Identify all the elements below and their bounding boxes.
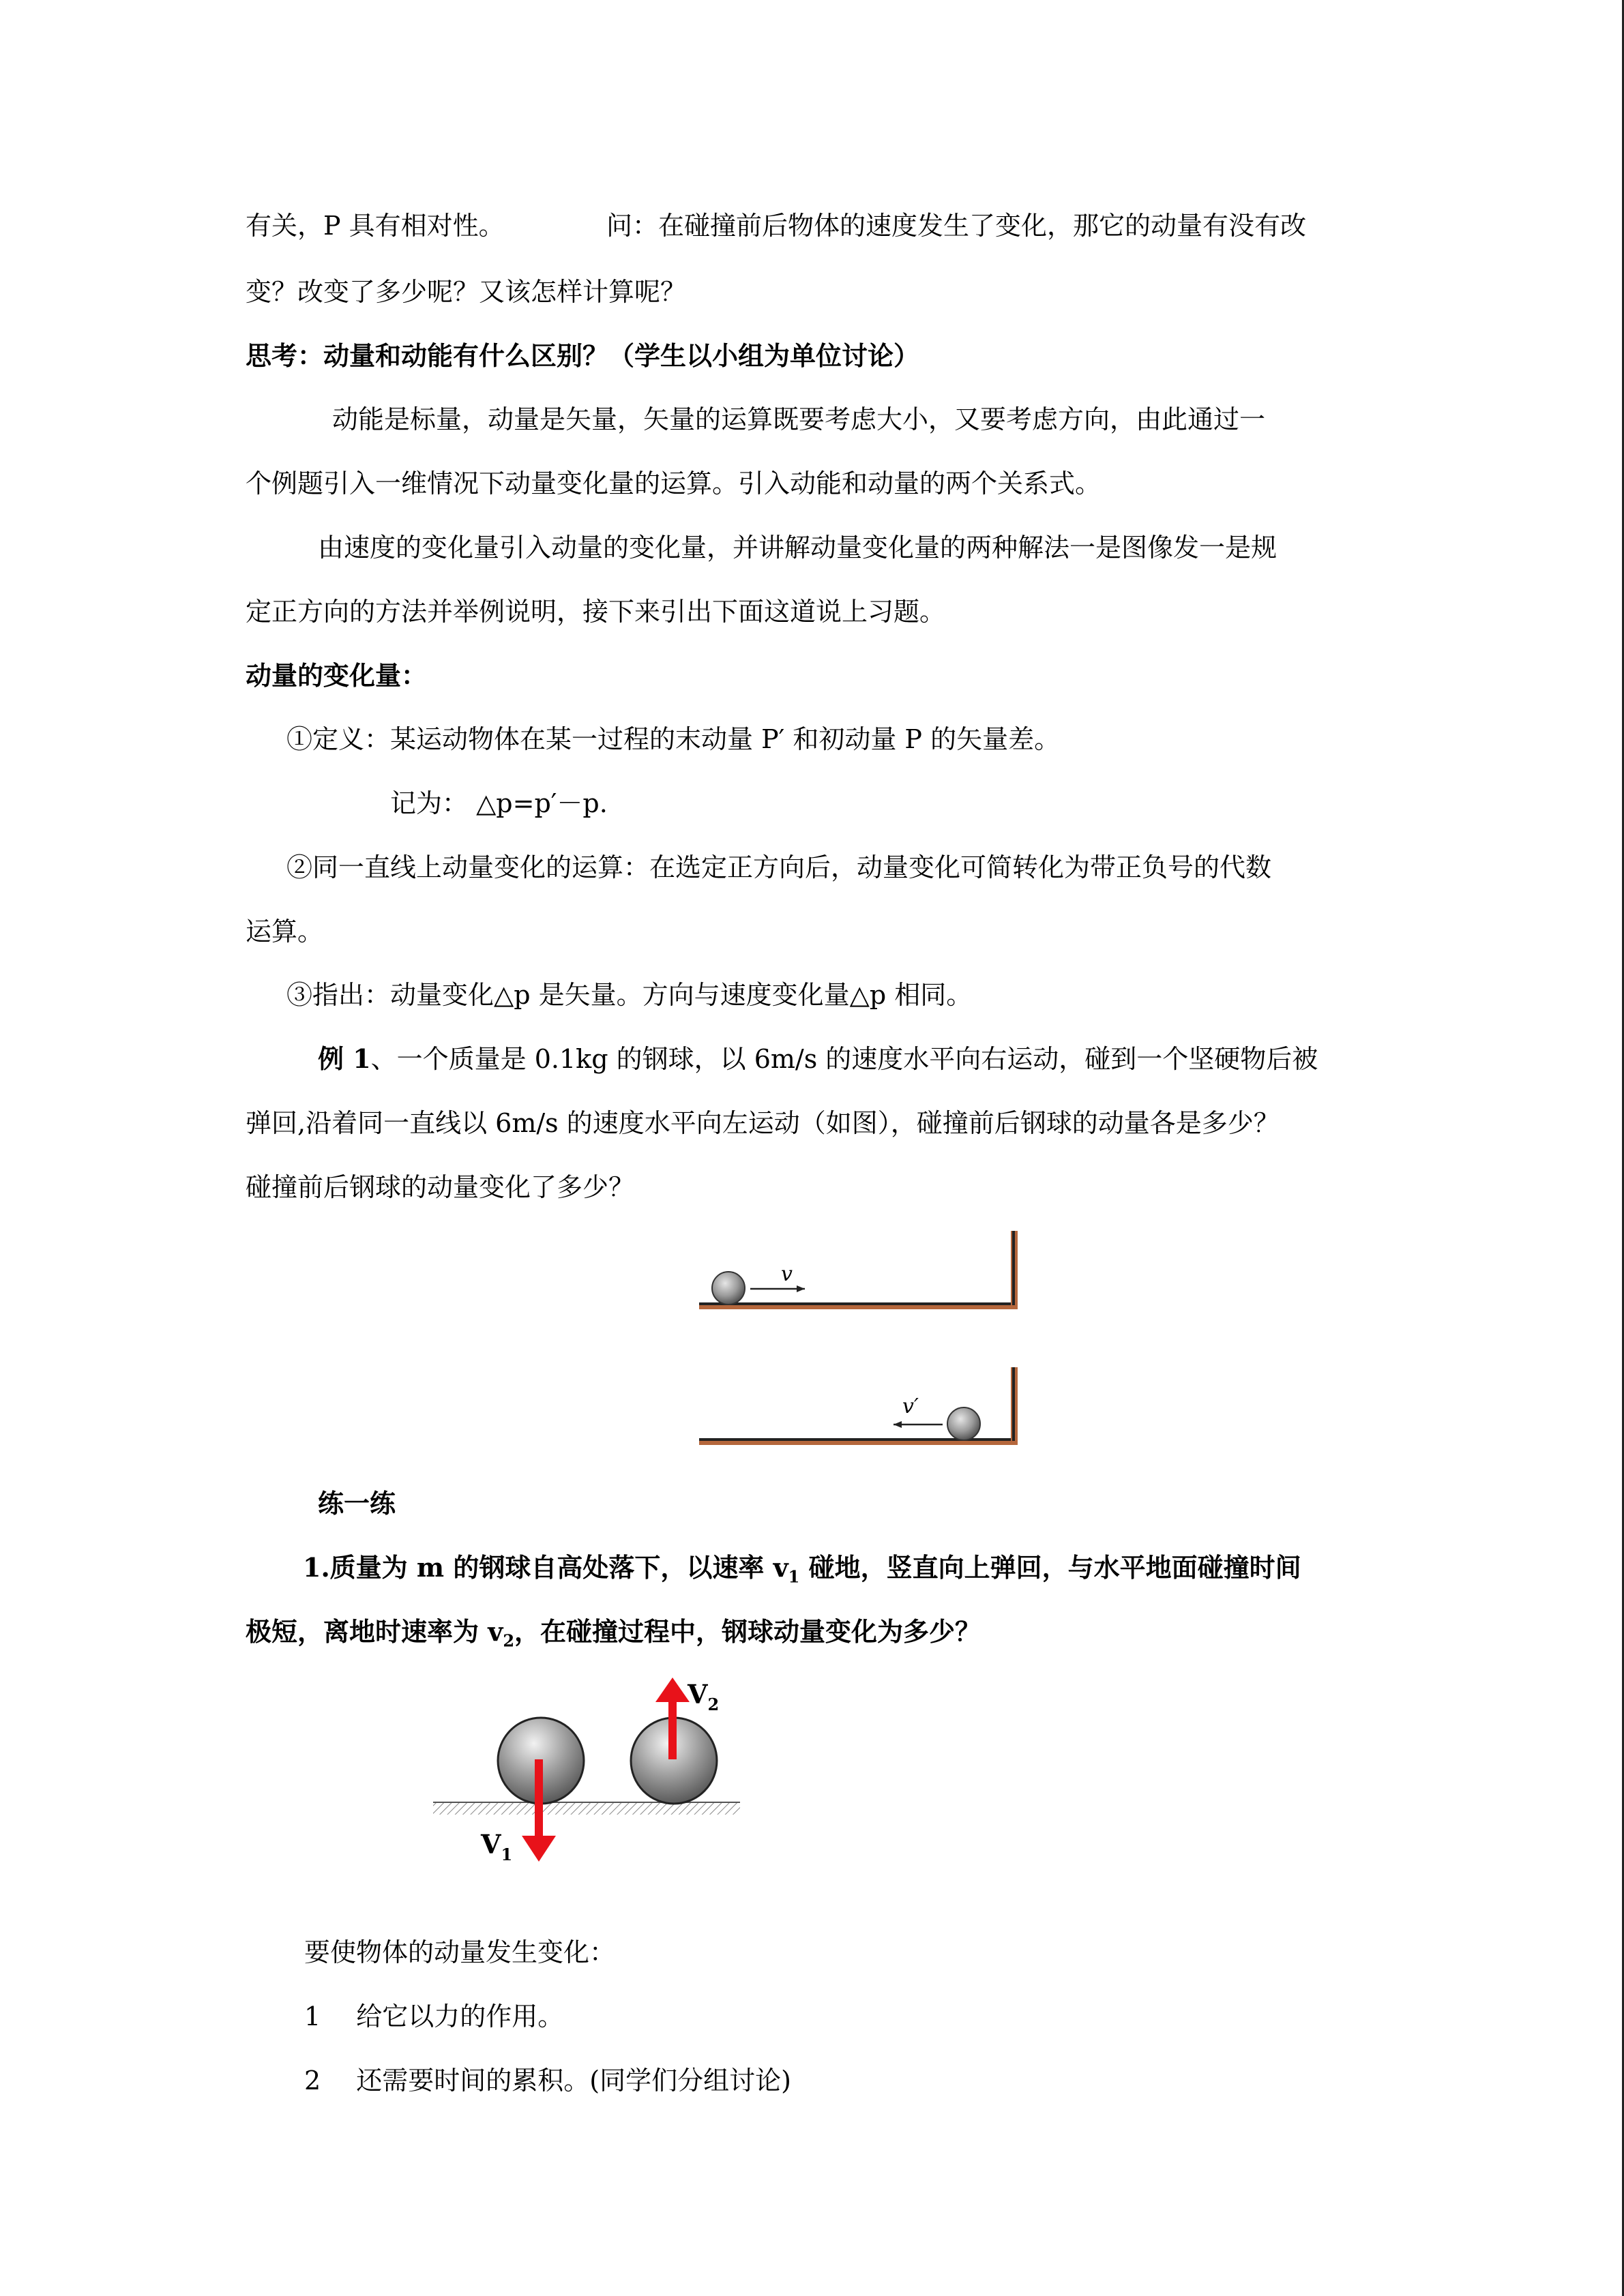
ball [947, 1407, 980, 1440]
section-heading: 动量的变化量： [246, 660, 428, 691]
example-line: 弹回,沿着同一直线以 6m/s 的速度水平向左运动（如图），碰撞前后钢球的动量各是多少？ [246, 1108, 1280, 1138]
text-segment: ，在碰撞过程中，钢球动量变化为多少？ [514, 1616, 981, 1647]
label-v1: $V_1$ [481, 1829, 513, 1864]
practice-heading: 练一练 [318, 1488, 396, 1519]
label-v2: $V_2$ [688, 1679, 720, 1714]
paragraph-line: 变？改变了多少呢？又该怎样计算呢？ [246, 277, 687, 307]
collision-figure [696, 1227, 1023, 1466]
question-line [246, 1615, 981, 1658]
example-label: 例 1 [318, 1043, 371, 1074]
subscript: 2 [503, 1630, 515, 1651]
text-segment: 极短，离地时速率为 v [246, 1616, 503, 1647]
definition-line: ①定义：某运动物体在某一过程的末动量 P′ 和初动量 P 的矢量差。 [286, 724, 1061, 754]
velocity-label-v: v [781, 1262, 793, 1286]
text-segment: 1.质量为 m 的钢球自高处落下，以速率 v [303, 1552, 788, 1583]
paragraph-line: 由速度的变化量引入动量的变化量，并讲解动量变化量的两种解法一是图像发一是规 [318, 533, 1278, 563]
bounce-figure [430, 1678, 757, 1909]
example-line: 碰撞前后钢球的动量变化了多少？ [246, 1172, 635, 1202]
ground [433, 1802, 740, 1815]
condition-text: 还需要时间的累积。(同学们分组讨论) [356, 2066, 791, 2096]
question-line [303, 1551, 1301, 1594]
paragraph-line: 定正方向的方法并举例说明，接下来引出下面这道说上习题。 [246, 597, 946, 627]
condition-number: 1 [304, 2001, 321, 2031]
text-segment: 碰地，竖直向上弹回，与水平地面碰撞时间 [799, 1552, 1301, 1583]
condition-text: 给它以力的作用。 [356, 2001, 564, 2031]
arrowhead [797, 1285, 805, 1292]
before-collision-panel [699, 1231, 1018, 1309]
text-segment: 、一个质量是 0.1kg 的钢球，以 6m/s 的速度水平向右运动，碰到一个坚硬物后被 [370, 1044, 1318, 1074]
note-line: ③指出：动量变化△p 是矢量。方向与速度变化量△p 相同。 [286, 980, 973, 1010]
operation-line: 运算。 [246, 916, 324, 946]
text-segment: 问：在碰撞前后物体的速度发生了变化，那它的动量有没有改 [606, 211, 1307, 241]
paragraph-line [606, 209, 1306, 243]
condition-item [304, 1999, 563, 2033]
arrowhead-up [655, 1678, 690, 1702]
subscript: 1 [788, 1566, 800, 1587]
arrowhead-down [522, 1836, 556, 1862]
velocity-label-v-prime: v′ [902, 1395, 919, 1418]
paragraph-line [246, 209, 505, 243]
arrowhead [894, 1421, 902, 1428]
operation-line: ②同一直线上动量变化的运算：在选定正方向后，动量变化可简转化为带正负号的代数 [286, 852, 1272, 882]
condition-item [304, 2063, 791, 2098]
paragraph-line: 个例题引入一维情况下动量变化量的运算。引入动能和动量的两个关系式。 [246, 468, 1102, 498]
condition-number: 2 [304, 2066, 321, 2096]
example-line [318, 1042, 1318, 1076]
conditions-intro: 要使物体的动量发生变化： [304, 1937, 616, 1967]
after-collision-panel [699, 1367, 1018, 1445]
think-heading: 思考：动量和动能有什么区别？（学生以小组为单位讨论） [246, 340, 920, 371]
paragraph-line: 动能是标量，动量是矢量，矢量的运算既要考虑大小，又要考虑方向，由此通过一 [332, 404, 1266, 434]
text-segment: 有关，P 具有相对性。 [246, 211, 505, 241]
ball [712, 1272, 745, 1304]
formula-line: 记为： △p=p′－p. [390, 788, 608, 818]
